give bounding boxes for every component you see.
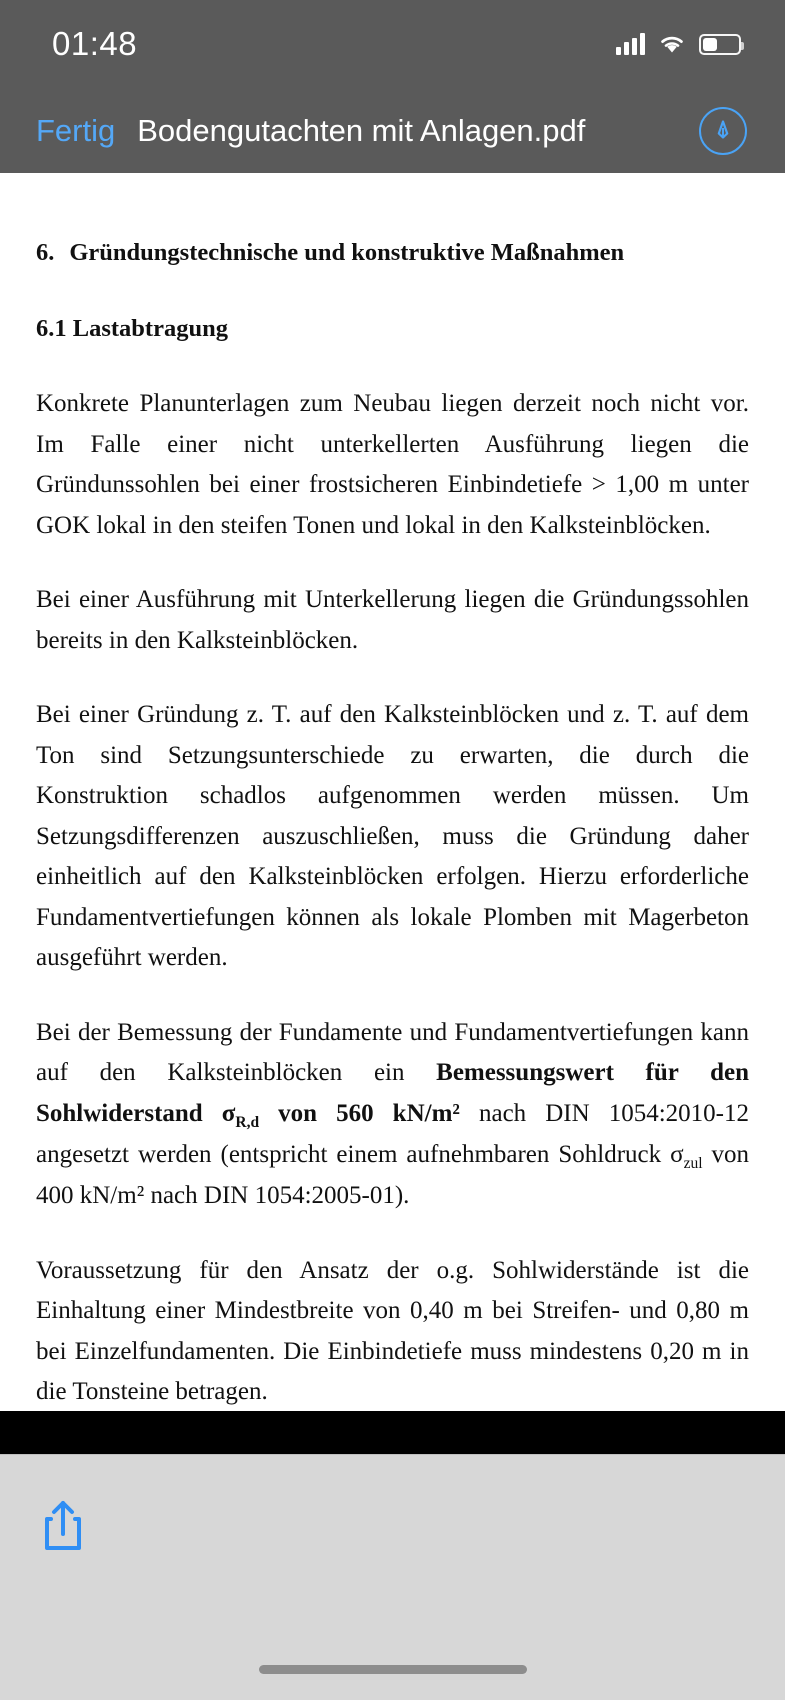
text-run: von 400 kN/m² nach DIN 1054:2005-01). xyxy=(36,1140,749,1210)
pdf-page[interactable] xyxy=(0,173,785,1411)
battery-icon xyxy=(699,34,741,55)
navigation-bar xyxy=(0,88,785,173)
bottom-toolbar xyxy=(0,1454,785,1700)
status-bar-indicators xyxy=(616,33,741,55)
section-subheading: 6.1 Lastabtragung xyxy=(36,314,228,342)
sigma-rd-symbol xyxy=(221,1099,260,1131)
section-heading-number: 6. xyxy=(36,239,55,266)
cellular-signal-icon xyxy=(616,33,645,55)
paragraph-bemessungswert xyxy=(36,1013,749,1217)
text-run-bold: von 560 kN/m² xyxy=(259,1099,460,1127)
done-button[interactable]: Fertig xyxy=(36,112,116,148)
text-run: σ xyxy=(670,1140,684,1168)
paragraph: Bei einer Gründung z. T. auf den Kalksteinblöcken und z. T. auf dem Ton sind Setzungsunterschiede zu erwarten, die durch die Konstruktion schadlos aufgenommen werden müssen. Um Setzungsdifferenzen auszuschließen, muss die Gründung daher einheitlich auf den Kalksteinblöcken erfolgen. Hierzu erforderliche Fundamentvertiefungen können als lokale Plomben mit Magerbeton ausgeführt werden. xyxy=(36,701,749,972)
paragraph: Konkrete Planunterlagen zum Neubau liegen derzeit noch nicht vor. Im Falle einer nicht unterkellerten Ausführung liegen die Gründunssohlen bei einer frostsicheren Einbindetiefe > 1,00 m unter GOK lokal in den steifen Tonen und lokal in den Kalksteinblöcken. xyxy=(36,390,749,539)
text-run-bold: σ xyxy=(221,1099,236,1127)
share-icon[interactable] xyxy=(32,1489,94,1563)
text-run-bold: Bemessungswert für den Sohlwiderstand xyxy=(36,1059,749,1127)
wifi-icon xyxy=(658,33,686,55)
section-heading-text: Gründungstechnische und konstruktive Maßnahmen xyxy=(69,239,625,266)
markup-pen-icon[interactable] xyxy=(699,107,747,155)
paragraph: Bei einer Ausführung mit Unterkellerung liegen die Gründungssohlen bereits in den Kalksteinblöcken. xyxy=(36,586,749,654)
text-run: Bei der Bemessung der Fundamente und Fundamentvertiefungen kann auf den Kalksteinblöcken ein xyxy=(36,1018,749,1087)
page-title: Bodengutachten mit Anlagen.pdf xyxy=(137,112,586,148)
text-run-sub: R,d xyxy=(235,1113,260,1131)
sigma-zul-symbol xyxy=(670,1140,703,1172)
text-run-sub: zul xyxy=(683,1154,703,1172)
home-indicator xyxy=(259,1665,527,1674)
text-run: nach DIN 1054:2010-12 angesetzt werden (entspricht einem aufnehmbaren Sohldruck xyxy=(36,1099,749,1168)
section-heading xyxy=(36,233,749,273)
battery-fill xyxy=(703,38,717,51)
status-bar-time: 01:48 xyxy=(52,25,138,62)
page-divider xyxy=(0,1411,785,1454)
paragraph: Voraussetzung für den Ansatz der o.g. Sohlwiderstände ist die Einhaltung einer Mindestbreite von 0,40 m bei Streifen- und 0,80 m bei Einzelfundamenten. Die Einbindetiefe muss mindestens 0,20 m in die Tonsteine betragen. xyxy=(36,1256,749,1406)
status-bar xyxy=(0,0,785,88)
